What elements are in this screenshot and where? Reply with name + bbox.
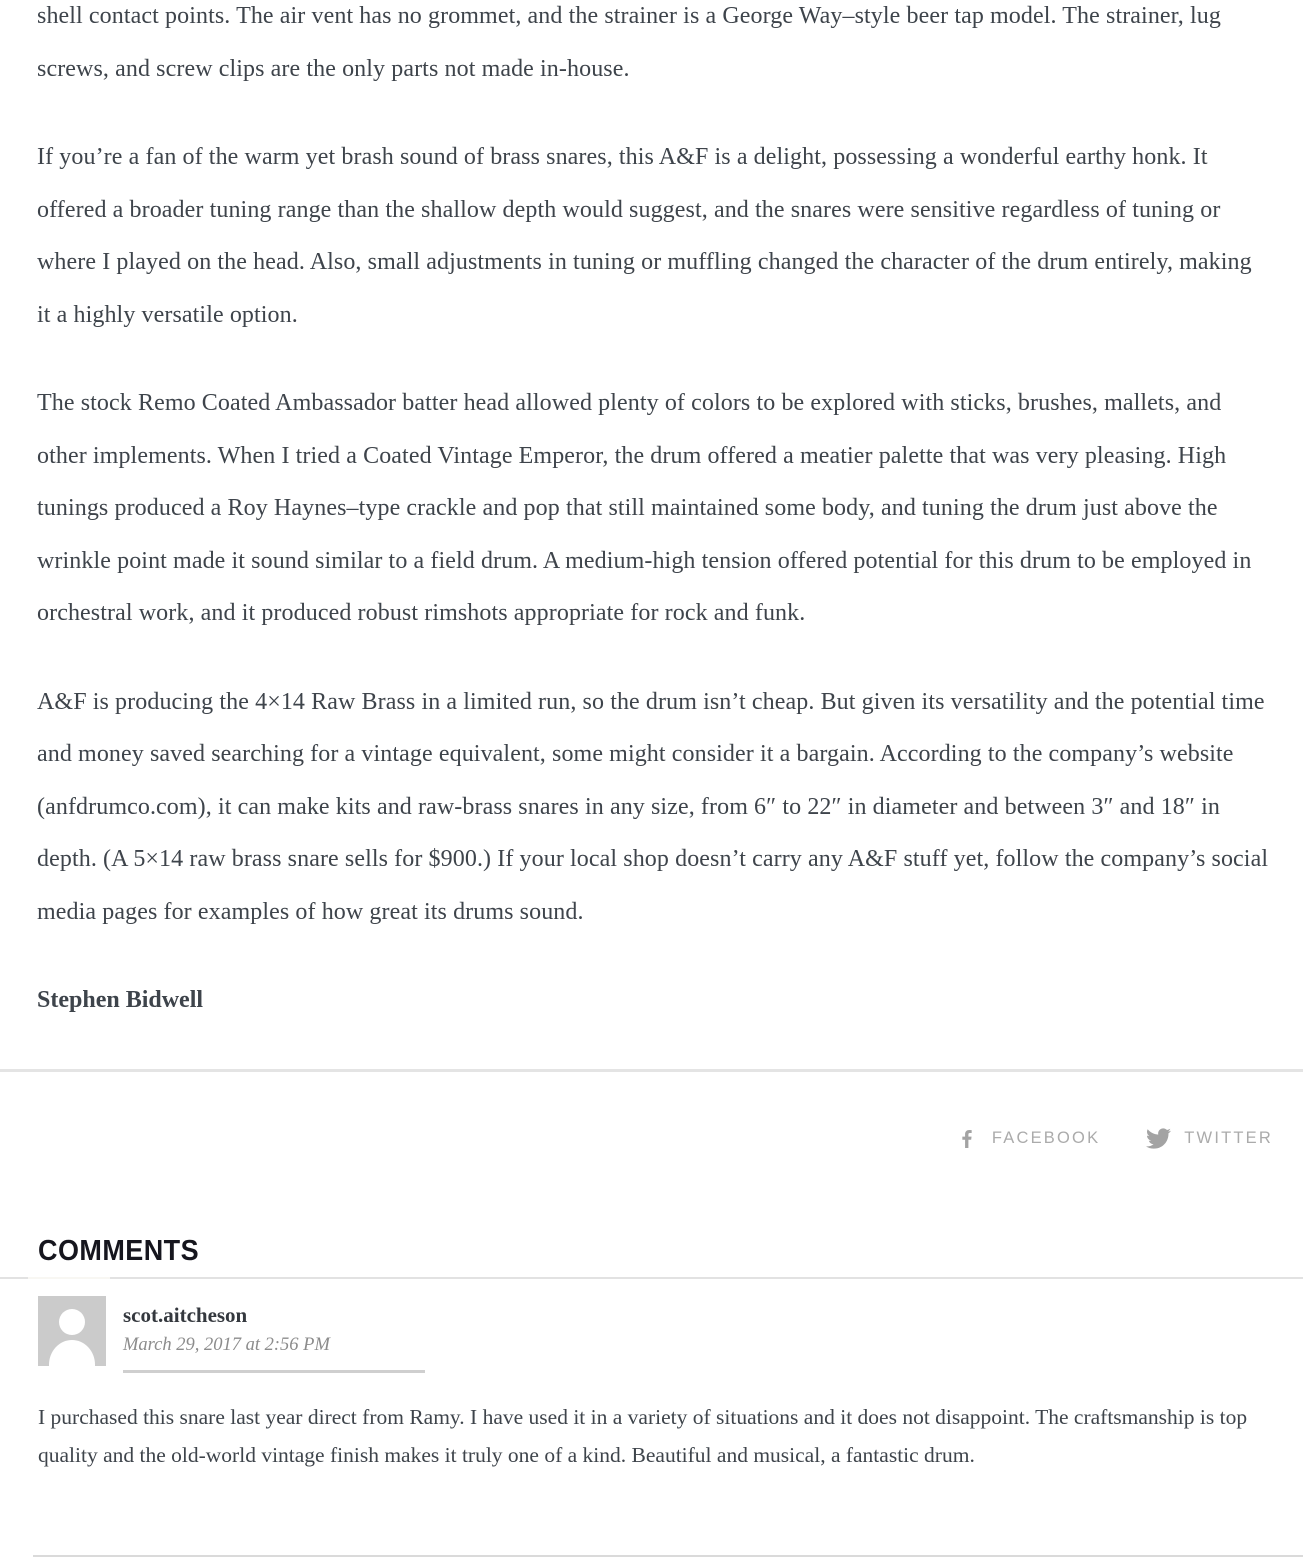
article-paragraph: The stock Remo Coated Ambassador batter head allowed plenty of colors to be explored with sticks, brushes, mallets, and other implements. When I tried a Coated Vintage Emperor, the drum offered a meatier palette that was very pleasing. High tunings produced a Roy Haynes–type crackle and pop that still maintained some body, and tuning the drum just above the wrinkle point made it sound similar to a field drum. A medium-high tension offered potential for this drum to be employed in orchestral work, and it produced robust rimshots appropriate for rock and funk. [37, 390, 1252, 626]
article-paragraph: A&F is producing the 4×14 Raw Brass in a limited run, so the drum isn’t cheap. But given its versatility and the potential time and money saved searching for a vintage equivalent, some might consider it a bargain. According to the company’s website (anfdrumco.com), it can make kits and raw-brass snares in any size, from 6″ to 22″ in diameter and between 3″ and 18″ in depth. (A 5×14 raw brass snare sells for $900.) If your local shop doesn’t carry any A&F stuff yet, follow the company’s social media pages for examples of how great its drums sound. [37, 688, 1269, 925]
article-author: Stephen Bidwell [37, 987, 204, 1013]
comments-title: COMMENTS [38, 1234, 200, 1267]
comment-item [38, 1296, 1265, 1475]
article-paragraph: shell contact points. The air vent has no grommet, and the strainer is a George Way–style beer tap model. The strainer, lug screws, and screw clips are the only parts not made in-house. [37, 3, 1221, 82]
facebook-share-label: FACEBOOK [991, 1128, 1101, 1147]
article-paragraph: If you’re a fan of the warm yet brash sound of brass snares, this A&F is a delight, possessing a wonderful earthy honk. It offered a broader tuning range than the shallow depth would suggest, and the snares were sensitive regardless of tuning or where I played on the head. Also, small adjustments in tuning or muffling changed the character of the drum entirely, making it a highly versatile option. [37, 144, 1252, 328]
next-comment-divider [33, 1555, 1303, 1557]
comment-author: scot.aitcheson [123, 1302, 248, 1327]
share-bar [0, 1072, 1303, 1151]
facebook-share-button[interactable] [955, 1126, 1100, 1150]
twitter-icon [1146, 1126, 1171, 1151]
twitter-share-label: TWITTER [1184, 1128, 1273, 1147]
comment-meta-rule [123, 1370, 425, 1373]
comments-section [0, 1235, 1303, 1475]
avatar-body-shape [49, 1340, 95, 1366]
comment-header [38, 1296, 1265, 1373]
default-avatar-icon [38, 1296, 106, 1366]
comments-title-rule-gap [28, 1277, 110, 1279]
facebook-icon [955, 1126, 979, 1150]
comments-title-rule [0, 1277, 1303, 1279]
twitter-share-button[interactable] [1146, 1126, 1273, 1151]
comment-date: March 29, 2017 at 2:56 PM [123, 1334, 330, 1355]
comment-text: I purchased this snare last year direct from Ramy. I have used it in a variety of situations and it does not disappoint. The craftsmanship is top quality and the old-world vintage finish makes it truly one of a kind. Beautiful and musical, a fantastic drum. [38, 1404, 1248, 1467]
comment-meta [123, 1296, 425, 1373]
avatar-head-shape [59, 1309, 85, 1335]
